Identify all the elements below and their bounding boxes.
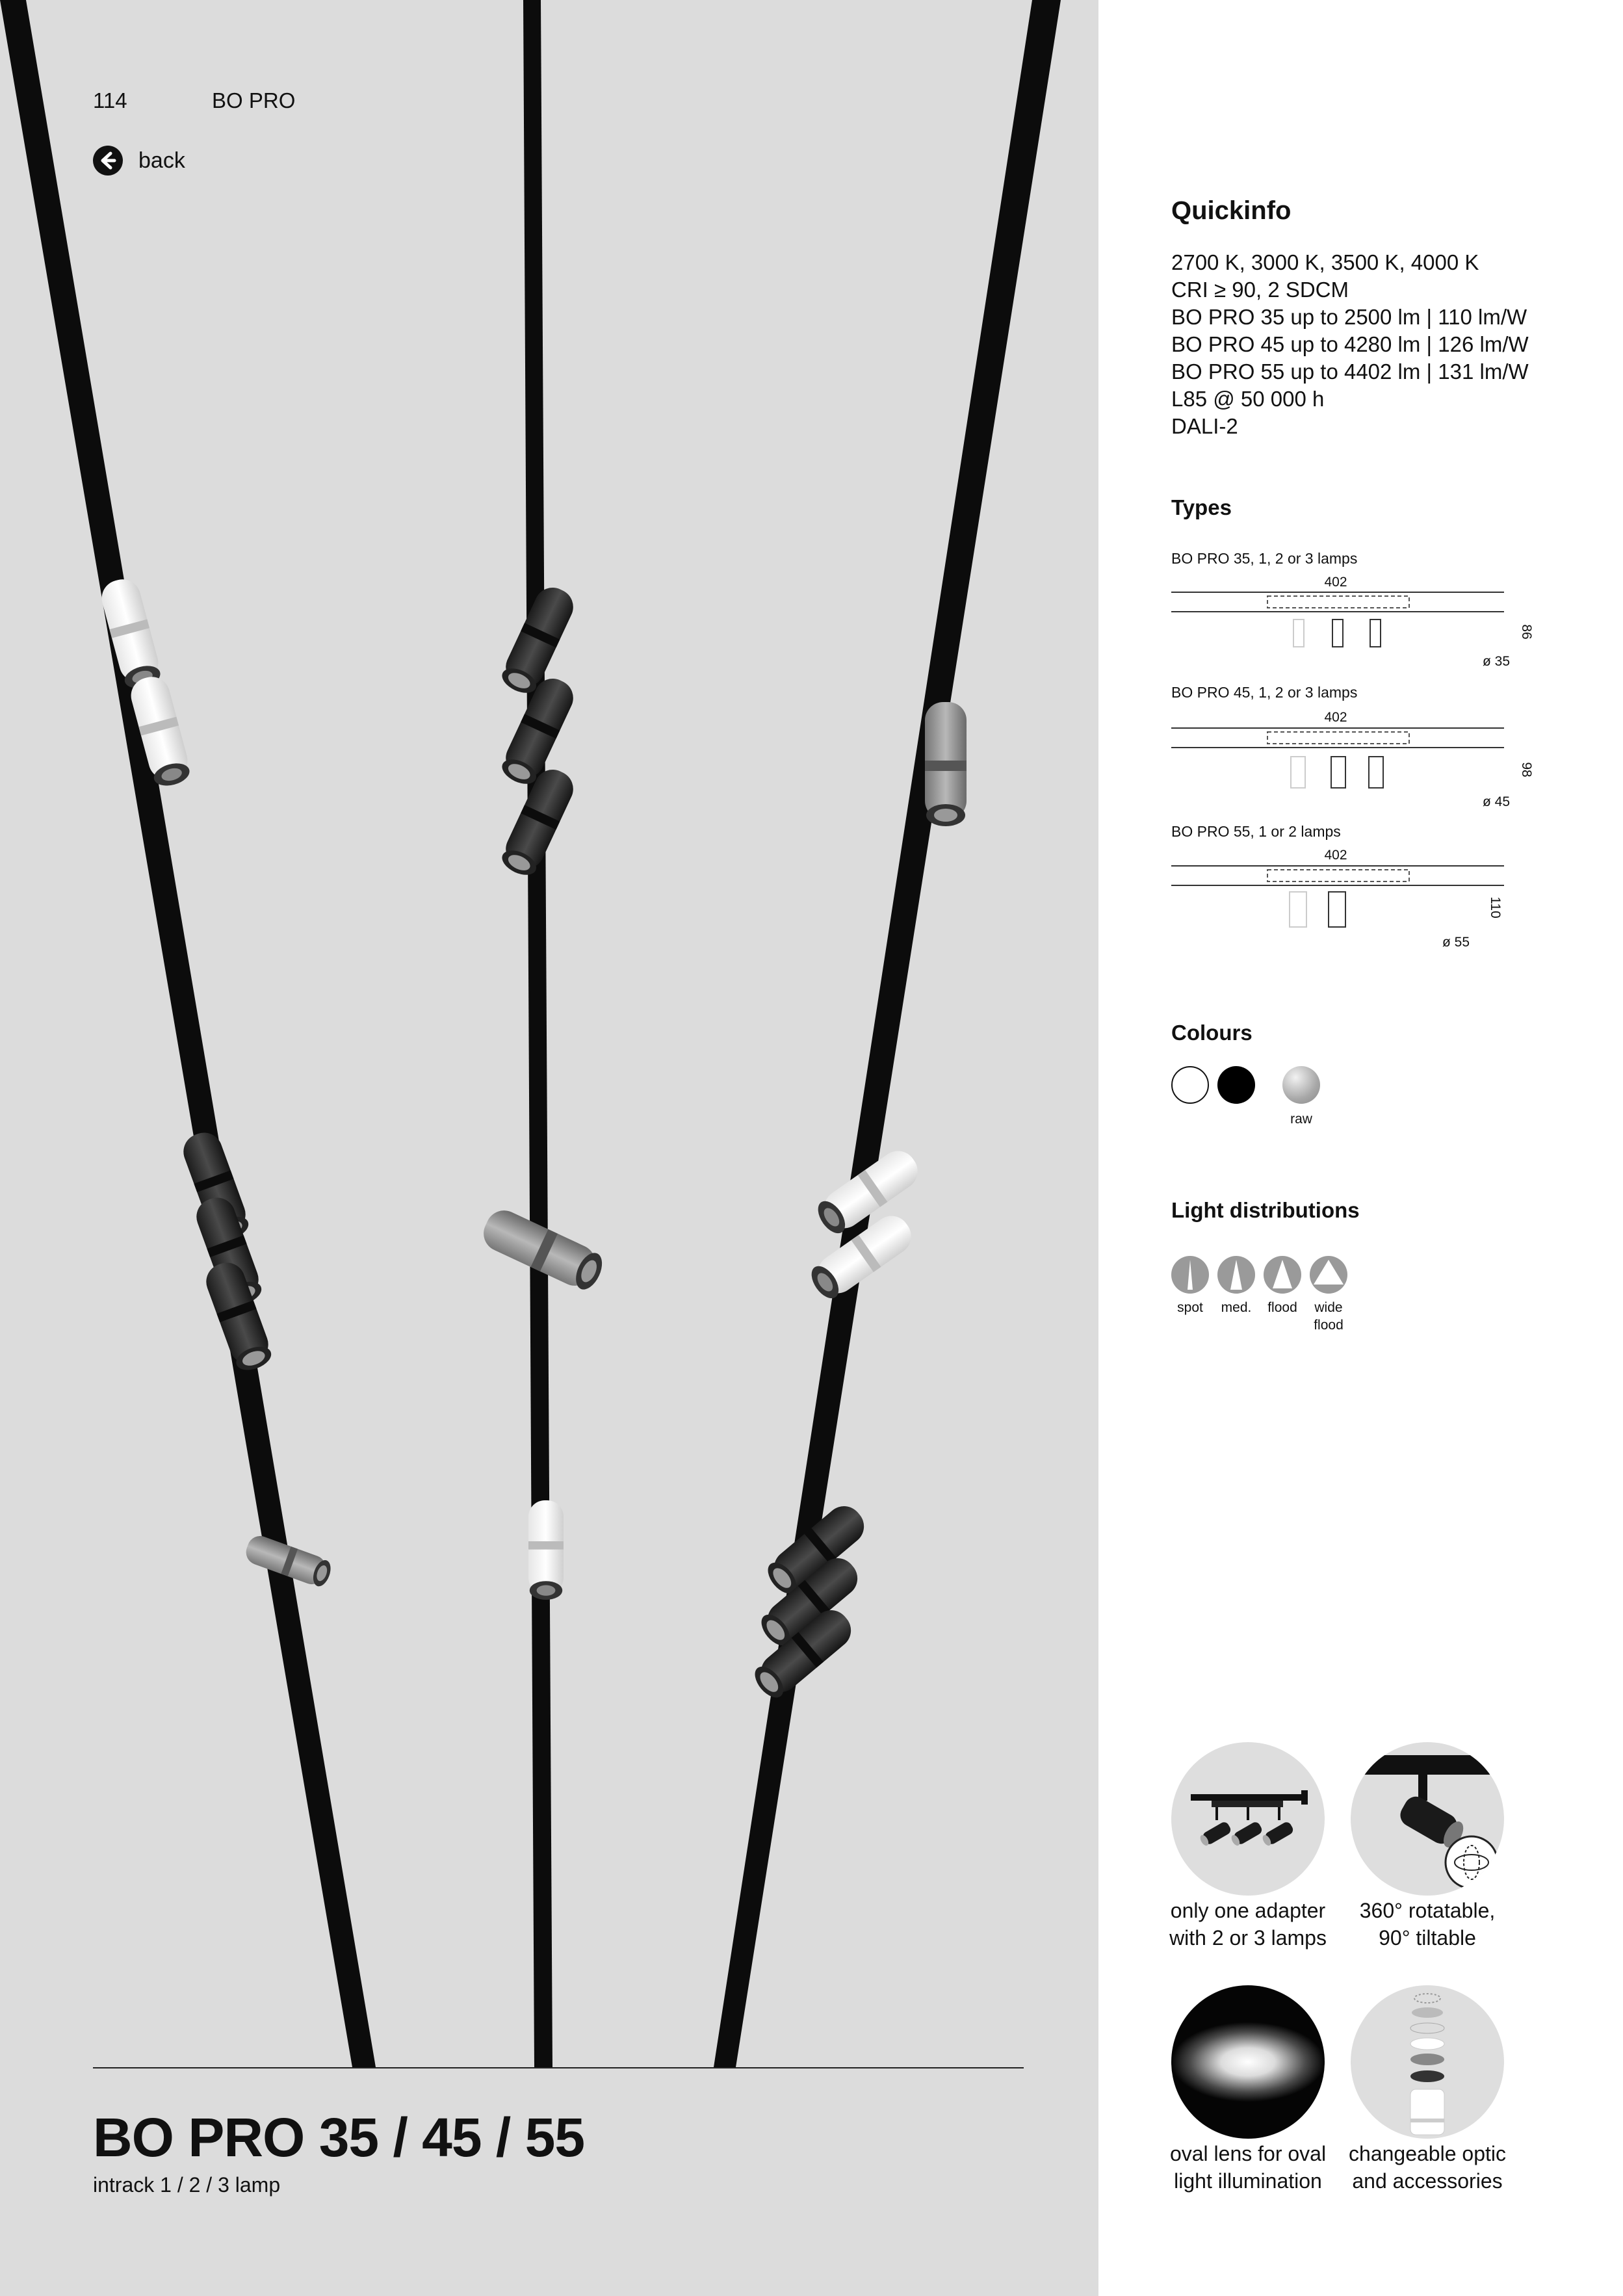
quickinfo-heading: Quickinfo (1171, 196, 1292, 225)
feature-caption-line: 360° rotatable, (1359, 1899, 1496, 1922)
colours-heading: Colours (1171, 1021, 1253, 1045)
type-diagram (1171, 862, 1509, 933)
distribution-label: spot (1177, 1300, 1203, 1315)
wide-flood-distribution-icon[interactable] (1310, 1256, 1347, 1294)
light-distributions-heading: Light distributions (1171, 1198, 1360, 1222)
medium-distribution-icon[interactable] (1217, 1256, 1255, 1294)
types-heading: Types (1171, 495, 1232, 519)
distribution-label: wide flood (1314, 1300, 1344, 1333)
divider (93, 2067, 1024, 2068)
feature-caption-line: 90° tiltable (1379, 1926, 1476, 1950)
oval-lens-icon (1171, 1985, 1325, 2139)
diameter-dimension: ø 35 (1482, 654, 1511, 669)
arrow-left-icon (93, 146, 123, 176)
feature-caption (1150, 2140, 1345, 2195)
quickinfo-list (1171, 249, 1529, 440)
type-diagram (1171, 588, 1509, 653)
feature-caption-line: only one adapter (1170, 1899, 1326, 1922)
length-dimension: 402 (1324, 710, 1347, 725)
quickinfo-line: 2700 K, 3000 K, 3500 K, 4000 K (1171, 250, 1479, 274)
flood-distribution-icon[interactable] (1264, 1256, 1301, 1294)
quickinfo-line: CRI ≥ 90, 2 SDCM (1171, 278, 1349, 302)
feature-caption (1150, 1897, 1345, 1951)
info-panel (1098, 0, 1623, 2296)
height-dimension: 98 (1519, 762, 1534, 777)
quickinfo-line: BO PRO 55 up to 4402 lm | 131 lm/W (1171, 359, 1529, 384)
colour-raw-label: raw (1290, 1112, 1312, 1127)
length-dimension: 402 (1324, 575, 1347, 590)
quickinfo-line: BO PRO 35 up to 2500 lm | 110 lm/W (1171, 305, 1527, 329)
feature-caption-line: with 2 or 3 lamps (1169, 1926, 1327, 1950)
colour-swatch-raw[interactable] (1282, 1066, 1320, 1104)
feature-caption-line: oval lens for oval (1169, 2142, 1327, 2165)
feature-caption-line: and accessories (1352, 2169, 1503, 2193)
back-link[interactable] (93, 146, 185, 176)
quickinfo-line: L85 @ 50 000 h (1171, 387, 1325, 411)
type-label: BO PRO 55, 1 or 2 lamps (1171, 823, 1341, 840)
quickinfo-line: DALI-2 (1171, 414, 1238, 438)
diameter-dimension: ø 55 (1442, 935, 1470, 950)
series-name: BO PRO (212, 88, 296, 112)
back-label: back (138, 148, 185, 173)
adapter-icon (1171, 1742, 1325, 1896)
page-number: 114 (93, 88, 127, 112)
height-dimension: 110 (1488, 896, 1503, 919)
product-title: BO PRO 35 / 45 / 55 (93, 2107, 585, 2168)
type-label: BO PRO 35, 1, 2 or 3 lamps (1171, 550, 1358, 567)
feature-caption-line: changeable optic (1349, 2142, 1506, 2165)
colour-swatch-white[interactable] (1171, 1066, 1209, 1104)
spot-distribution-icon[interactable] (1171, 1256, 1209, 1294)
product-subtitle: intrack 1 / 2 / 3 lamp (93, 2173, 281, 2197)
feature-caption (1330, 1897, 1525, 1951)
type-diagram (1171, 724, 1509, 796)
distribution-label: flood (1267, 1300, 1297, 1315)
rotate-tilt-icon (1351, 1742, 1504, 1896)
optic-accessories-icon (1351, 1985, 1504, 2139)
distribution-label: med. (1221, 1300, 1252, 1315)
feature-caption (1330, 2140, 1525, 2195)
diameter-dimension: ø 45 (1482, 794, 1511, 809)
height-dimension: 86 (1519, 624, 1534, 640)
quickinfo-line: BO PRO 45 up to 4280 lm | 126 lm/W (1171, 332, 1529, 356)
colour-swatch-black[interactable] (1217, 1066, 1255, 1104)
length-dimension: 402 (1324, 848, 1347, 863)
type-label: BO PRO 45, 1, 2 or 3 lamps (1171, 684, 1358, 701)
feature-caption-line: light illumination (1174, 2169, 1322, 2193)
